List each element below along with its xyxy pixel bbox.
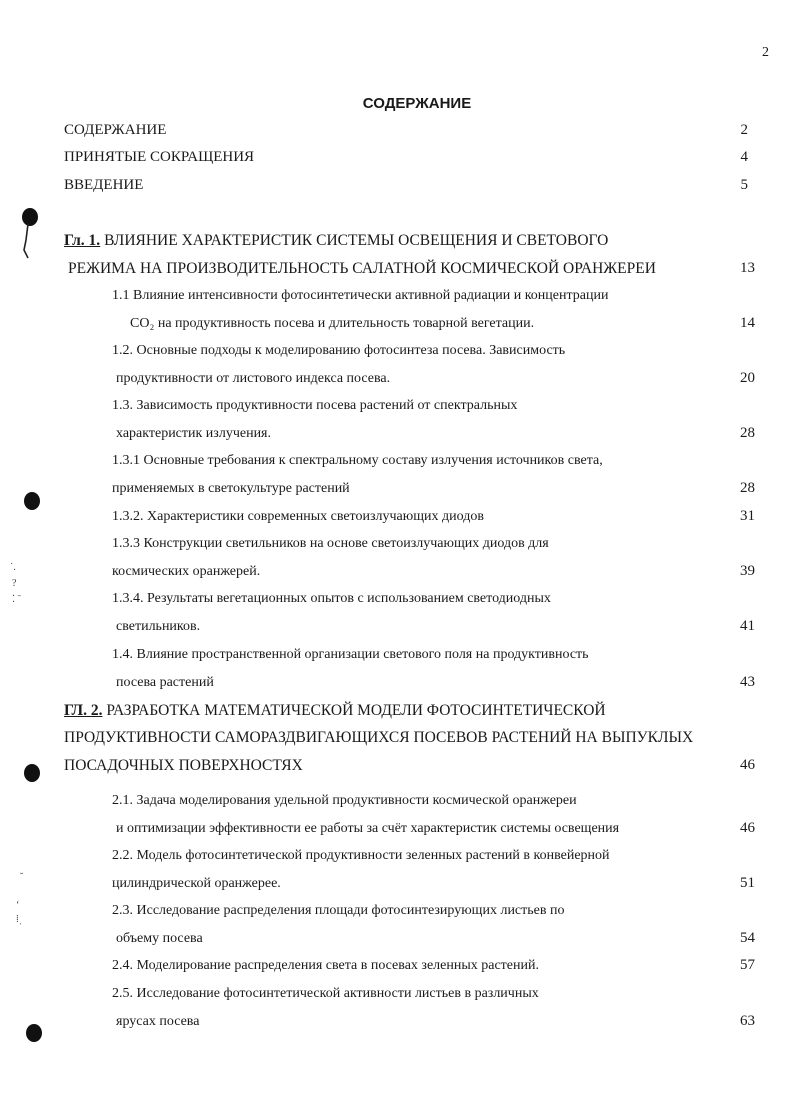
toc-entry-contents: СОДЕРЖАНИЕ (64, 122, 167, 138)
section-1-3-1-page: 28 (740, 480, 755, 496)
section-2-3-page: 54 (740, 930, 755, 946)
section-1-3-line1: 1.3. Зависимость продуктивности посева растений от спектральных (112, 398, 518, 413)
section-1-3-4-line1: 1.3.4. Результаты вегетационных опытов с использованием светодиодных (112, 591, 551, 606)
section-1-4-page: 43 (740, 674, 755, 690)
toc-page-introduction: 5 (740, 177, 748, 193)
toc-page-contents: 2 (740, 122, 748, 138)
section-1-3-page: 28 (740, 425, 755, 441)
section-1-3-4-line2: светильников. (116, 619, 201, 634)
toc-page-abbreviations: 4 (740, 149, 748, 165)
section-1-3-line2: характеристик излучения. (116, 426, 271, 441)
chapter2-title-line1: РАЗРАБОТКА МАТЕМАТИЧЕСКОЙ МОДЕЛИ ФОТОСИНТЕТИЧЕСКОЙ (102, 702, 606, 719)
binder-hole-mark (24, 764, 40, 782)
binder-hole-mark (26, 1024, 42, 1042)
page-number: 2 (762, 45, 769, 60)
page-title: СОДЕРЖАНИЕ (362, 95, 472, 112)
section-2-2-line1: 2.2. Модель фотосинтетической продуктивности зеленных растений в конвейерной (112, 848, 610, 863)
chapter1-title-line2: РЕЖИМА НА ПРОИЗВОДИТЕЛЬНОСТЬ САЛАТНОЙ КОСМИЧЕСКОЙ ОРАНЖЕРЕИ (68, 260, 656, 277)
chapter1-prefix: Гл. 1. (64, 232, 101, 249)
chapter1-title-line1: ВЛИЯНИЕ ХАРАКТЕРИСТИК СИСТЕМЫ ОСВЕЩЕНИЯ И СВЕТОВОГО (100, 232, 609, 249)
chapter2-page: 46 (740, 757, 755, 773)
section-1-3-1-line2: применяемых в светокультуре растений (112, 481, 350, 496)
scan-mark (18, 222, 38, 262)
chapter2-heading (64, 702, 606, 720)
section-2-3-line2: объему посева (116, 931, 203, 946)
section-1-2-page: 20 (740, 370, 755, 386)
chapter1-heading (64, 232, 608, 250)
section-1-3-3-line1: 1.3.3 Конструкции светильников на основе светоизлучающих диодов для (112, 536, 549, 551)
binder-hole-mark (24, 492, 40, 510)
section-1-1-line1: 1.1 Влияние интенсивности фотосинтетически активной радиации и концентрации (112, 288, 609, 303)
section-1-2-line2: продуктивности от листового индекса посева. (116, 371, 391, 386)
scan-speck: ˙. (10, 562, 16, 573)
scan-speck: ˘ (20, 872, 24, 883)
scan-speck: ⁚ ˉ (12, 594, 22, 605)
section-1-3-4-page: 41 (740, 618, 755, 634)
scan-speck: ‘ (16, 900, 20, 911)
section-2-4-line1: 2.4. Моделирование распределения света в посевах зеленных растений. (112, 958, 539, 973)
chapter2-title-line2: ПРОДУКТИВНОСТИ САМОРАЗДВИГАЮЩИХСЯ ПОСЕВОВ РАСТЕНИЙ НА ВЫПУКЛЫХ (64, 729, 694, 746)
section-1-3-1-line1: 1.3.1 Основные требования к спектральному составу излучения источников света, (112, 453, 603, 468)
section-1-1-page: 14 (740, 315, 755, 331)
section-1-4-line1: 1.4. Влияние пространственной организации светового поля на продуктивность (112, 647, 589, 662)
section-1-3-3-line2: космических оранжерей. (112, 564, 261, 579)
section-1-1-line2: CO₂ на продуктивность посева и длительность товарной вегетации. (130, 316, 535, 331)
section-2-2-line2: цилиндрической оранжерее. (112, 876, 281, 891)
section-2-5-line2: ярусах посева (116, 1014, 200, 1029)
section-2-1-line1: 2.1. Задача моделирования удельной продуктивности космической оранжереи (112, 793, 577, 808)
toc-entry-introduction: ВВЕДЕНИЕ (64, 177, 144, 193)
chapter1-page: 13 (740, 260, 755, 276)
section-2-1-line2: и оптимизации эффективности ее работы за счёт характеристик системы освещения (116, 821, 620, 836)
section-2-4-page: 57 (740, 957, 755, 973)
section-2-1-page: 46 (740, 820, 755, 836)
section-1-4-line2: посева растений (116, 675, 214, 690)
section-2-5-line1: 2.5. Исследование фотосинтетической активности листьев в различных (112, 986, 539, 1001)
section-2-3-line1: 2.3. Исследование распределения площади фотосинтезирующих листьев по (112, 903, 565, 918)
section-1-2-line1: 1.2. Основные подходы к моделированию фотосинтеза посева. Зависимость (112, 343, 566, 358)
chapter2-title-line3: ПОСАДОЧНЫХ ПОВЕРХНОСТЯХ (64, 757, 303, 774)
chapter2-prefix: ГЛ. 2. (64, 702, 103, 719)
section-2-5-page: 63 (740, 1013, 755, 1029)
section-2-2-page: 51 (740, 875, 755, 891)
section-1-3-2-page: 31 (740, 508, 755, 524)
toc-entry-abbreviations: ПРИНЯТЫЕ СОКРАЩЕНИЯ (64, 149, 255, 165)
scan-speck: ? (12, 578, 17, 589)
scan-speck: ⁞ˌ (16, 914, 23, 925)
section-1-3-2-line1: 1.3.2. Характеристики современных светоизлучающих диодов (112, 509, 484, 524)
section-1-3-3-page: 39 (740, 563, 755, 579)
